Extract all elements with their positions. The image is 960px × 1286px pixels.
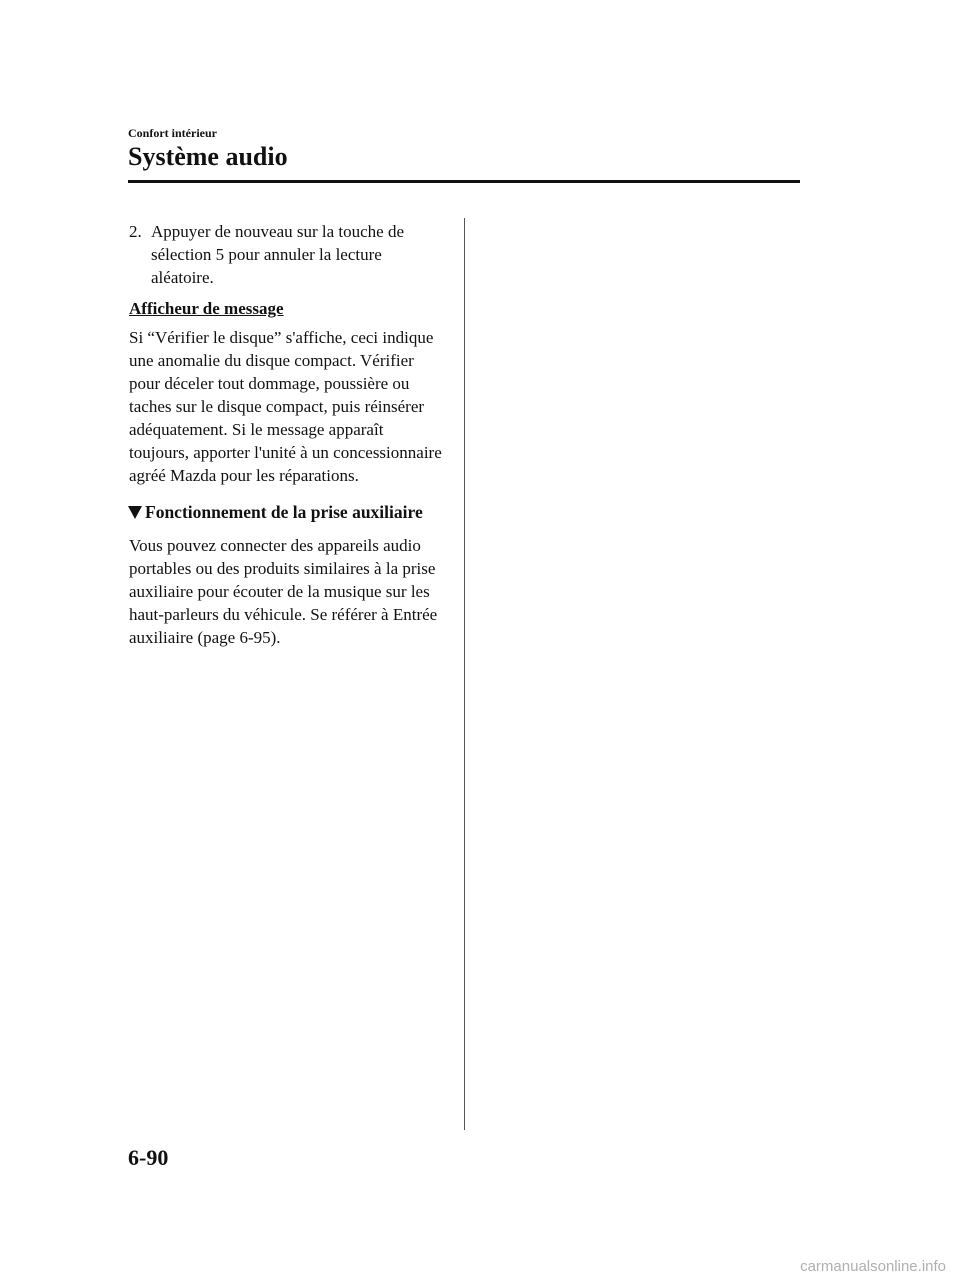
aux-text: Vous pouvez connecter des appareils audio portables ou des produits similaires à la prise auxiliaire pour écouter de la musique sur les haut-parleurs du véhicule. Se référer à Entrée auxiliaire (page 6-95). (129, 536, 438, 647)
left-column (129, 220, 447, 663)
chapter-title: Système audio (128, 142, 288, 171)
step-2 (129, 220, 447, 289)
step-text: Appuyer de nouveau sur la touche de sélection 5 pour annuler la lecture aléatoire. (151, 222, 405, 287)
section-label: Confort intérieur (128, 126, 217, 140)
aux-heading-text: Fonctionnement de la prise auxiliaire (145, 502, 423, 522)
page-number: 6-90 (128, 1145, 169, 1170)
message-display-text: Si “Vérifier le disque” s'affiche, ceci indique une anomalie du disque compact. Vérifier pour déceler tout dommage, poussière ou taches sur le disque compact, puis réinsérer adéquatement. Si le message apparaît toujours, apporter l'unité à un concessionnaire agréé Mazda pour les réparations. (129, 328, 442, 485)
column-divider (464, 218, 465, 1130)
triangle-down-icon (128, 506, 142, 519)
watermark-text: carmanualsonline.info (800, 1258, 946, 1275)
message-display-heading: Afficheur de message (129, 299, 284, 318)
header-rule (128, 180, 800, 183)
aux-section-heading (128, 501, 447, 524)
step-number: 2. (129, 222, 142, 241)
